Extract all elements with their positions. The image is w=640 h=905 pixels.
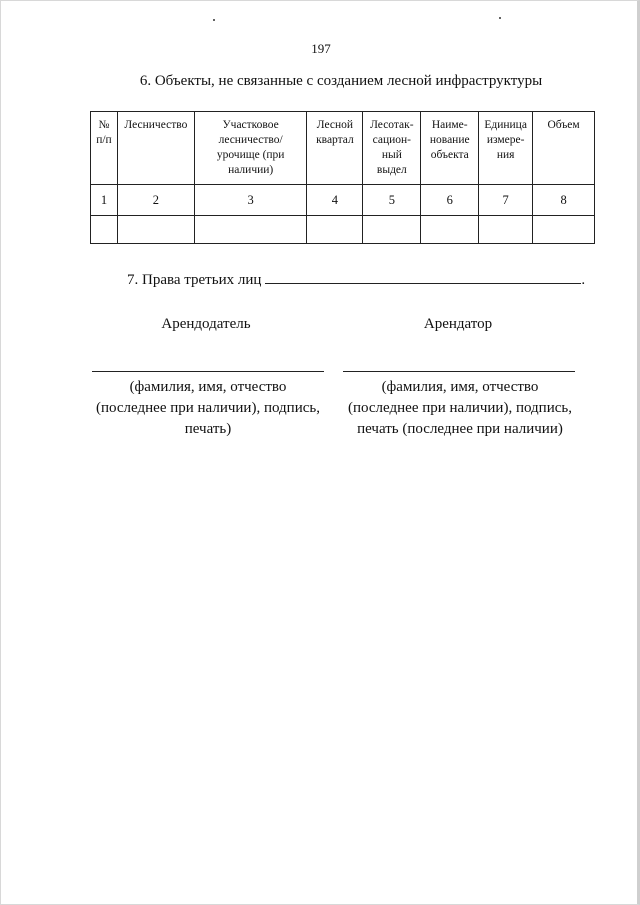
table-cell: 4: [307, 185, 363, 216]
header-cell: Лесотак- сацион- ный выдел: [363, 112, 421, 185]
lessor-signature-caption: (фамилия, имя, отчество (последнее при наличии), подпись, печать): [96, 379, 320, 437]
lessor-signature-line: [92, 371, 324, 372]
table-row: [91, 216, 595, 244]
table-cell: [91, 216, 118, 244]
table-cell: 3: [194, 185, 307, 216]
objects-table: [90, 111, 595, 244]
table-cell: [479, 216, 533, 244]
table-cell: [421, 216, 479, 244]
lessee-title: Арендатор: [423, 316, 493, 332]
header-cell: № п/п: [91, 112, 118, 185]
header-cell: Участковое лесничество/ урочище (при наличии): [194, 112, 307, 185]
table-header-row: [91, 112, 595, 185]
header-cell: Наиме- нование объекта: [421, 112, 479, 185]
third-party-rights-end: .: [581, 272, 586, 288]
header-cell: Единица измере- ния: [479, 112, 533, 185]
lessee-signature-line: [343, 371, 575, 372]
table-cell: 2: [117, 185, 194, 216]
table-cell: [307, 216, 363, 244]
scan-speck: [499, 17, 501, 19]
table-cell: [363, 216, 421, 244]
lessee-signature-caption: (фамилия, имя, отчество (последнее при наличии), подпись, печать (последнее при наличии): [348, 379, 572, 437]
scan-speck: [213, 19, 215, 21]
table-cell: 6: [421, 185, 479, 216]
header-cell: Лесной квартал: [307, 112, 363, 185]
table-cell: 5: [363, 185, 421, 216]
page-number: 197: [311, 41, 331, 56]
lessor-title: Арендодатель: [161, 316, 251, 332]
third-party-rights-label: 7. Права третьих лиц: [127, 272, 262, 288]
third-party-rights-fill-line: [265, 271, 581, 284]
section-title: 6. Объекты, не связанные с созданием лесной инфраструктуры: [139, 73, 543, 89]
table-cell: [117, 216, 194, 244]
third-party-rights: [127, 271, 585, 289]
header-cell: Лесничество: [117, 112, 194, 185]
table-cell: 8: [533, 185, 595, 216]
header-cell: Объем: [533, 112, 595, 185]
table-cell: 7: [479, 185, 533, 216]
table-number-row: [91, 185, 595, 216]
table-cell: [194, 216, 307, 244]
table-cell: 1: [91, 185, 118, 216]
table-cell: [533, 216, 595, 244]
